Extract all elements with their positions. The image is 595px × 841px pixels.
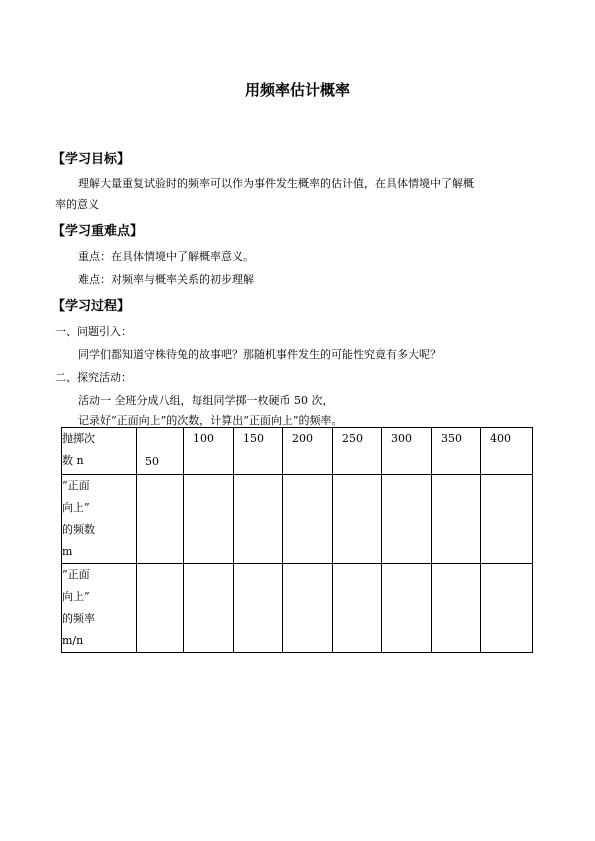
count-cell xyxy=(481,428,533,475)
count-cell xyxy=(432,428,481,475)
empty-cell[interactable] xyxy=(234,475,283,564)
row-label-line: m/n xyxy=(62,634,84,647)
count-value: 400 xyxy=(490,432,511,445)
empty-cell[interactable] xyxy=(432,564,481,653)
goal-text-line1: 理解大量重复试验时的频率可以作为事件发生概率的估计值，在具体情境中了解概 xyxy=(78,177,474,190)
coin-toss-table xyxy=(61,427,533,653)
count-cell xyxy=(333,428,382,475)
row-label-line: “正面 xyxy=(62,479,90,492)
row-label-line: 的频数 xyxy=(62,523,95,536)
explore-label: 二、探究活动： xyxy=(55,371,132,384)
difficult-point: 难点：对频率与概率关系的初步理解 xyxy=(78,273,254,286)
table-row-header xyxy=(62,428,533,475)
page-title: 用频率估计概率 xyxy=(244,81,350,99)
empty-cell[interactable] xyxy=(432,475,481,564)
goal-text-line2: 率的意义 xyxy=(55,198,99,211)
header-label-line1: 抛掷次 xyxy=(62,432,95,445)
table-row-frequency-rate xyxy=(62,564,533,653)
header-label-line2: 数 n xyxy=(62,454,84,467)
empty-cell[interactable] xyxy=(382,564,432,653)
count-value: 250 xyxy=(342,432,363,445)
activity-line2: 记录好“正面向上”的次数，计算出“正面向上”的频率。 xyxy=(78,414,343,427)
count-cell xyxy=(283,428,333,475)
count-cell xyxy=(184,428,234,475)
intro-label: 一、问题引入： xyxy=(55,325,132,338)
row-label-line: 向上” xyxy=(62,501,90,514)
count-value: 350 xyxy=(441,432,462,445)
empty-cell[interactable] xyxy=(333,475,382,564)
table-row-frequency-count xyxy=(62,475,533,564)
count-cell xyxy=(234,428,283,475)
count-cell xyxy=(382,428,432,475)
empty-cell[interactable] xyxy=(481,564,533,653)
row-label-line: m xyxy=(62,545,73,558)
row-label-cell xyxy=(62,475,137,564)
key-heading: 【学习重难点】 xyxy=(52,224,144,239)
process-heading: 【学习过程】 xyxy=(52,299,131,314)
row-label-line: 的频率 xyxy=(62,612,95,625)
count-value: 100 xyxy=(193,432,214,445)
count-cell xyxy=(137,428,184,475)
count-value: 150 xyxy=(243,432,264,445)
count-value: 200 xyxy=(292,432,313,445)
count-value: 300 xyxy=(391,432,412,445)
empty-cell[interactable] xyxy=(382,475,432,564)
empty-cell[interactable] xyxy=(234,564,283,653)
key-point: 重点：在具体情境中了解概率意义。 xyxy=(78,250,254,263)
empty-cell[interactable] xyxy=(283,564,333,653)
empty-cell[interactable] xyxy=(137,475,184,564)
row-label-line: “正面 xyxy=(62,568,90,581)
empty-cell[interactable] xyxy=(333,564,382,653)
row-label-cell xyxy=(62,564,137,653)
activity-line1: 活动一 全班分成八组，每组同学掷一枚硬币 50 次， xyxy=(78,394,334,407)
empty-cell[interactable] xyxy=(184,564,234,653)
goal-heading: 【学习目标】 xyxy=(52,152,131,167)
empty-cell[interactable] xyxy=(137,564,184,653)
empty-cell[interactable] xyxy=(283,475,333,564)
intro-text: 同学们都知道守株待兔的故事吧？那随机事件发生的可能性究竟有多大呢？ xyxy=(78,348,441,361)
empty-cell[interactable] xyxy=(184,475,234,564)
header-label-cell xyxy=(62,428,137,475)
count-value: 50 xyxy=(145,455,159,468)
row-label-line: 向上” xyxy=(62,590,90,603)
empty-cell[interactable] xyxy=(481,475,533,564)
